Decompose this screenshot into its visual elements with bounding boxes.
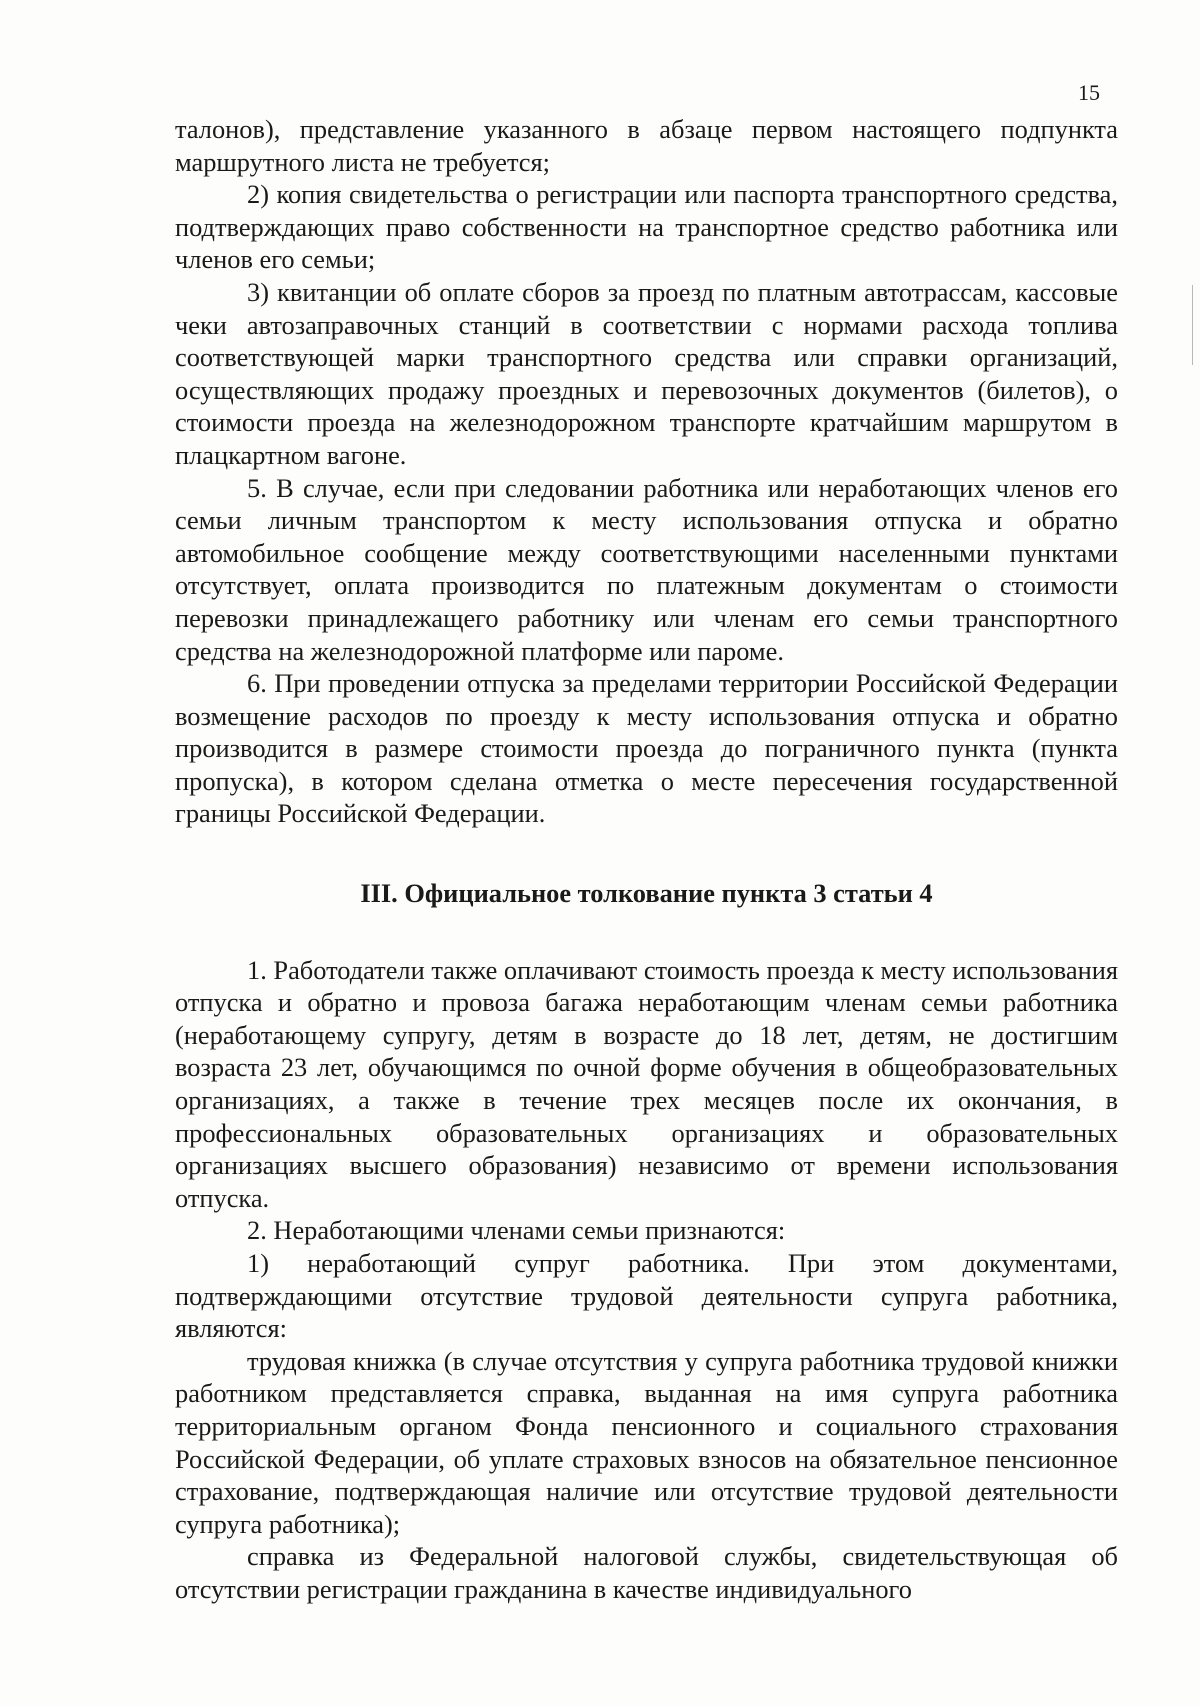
- paragraph-continuation: талонов), представление указанного в абзаце первом настоящего подпункта маршрутного листа не требуется;: [175, 114, 1118, 177]
- paragraph-item-3: 3) квитанции об оплате сборов за проезд по платным автотрассам, кассовые чеки автозаправочных станций в соответствии с нормами расхода топлива соответствующей марки транспортного средства или справки организаций, осуществляющих продажу проездных и перевозочных документов (билетов), о стоимости проезда на железнодорожном транспорте кратчайшим маршрутом в плацкартном вагоне.: [175, 276, 1118, 470]
- paragraph-point-5: 5. В случае, если при следовании работника или неработающих членов его семьи личным транспортом к месту использования отпуска и обратно автомобильное сообщение между соответствующими населенными пунктами отсутствует, оплата производится по платежным документам о стоимости перевозки принадлежащего работнику или членам его семьи транспортного средства на железнодорожной платформе или пароме.: [175, 472, 1118, 666]
- paragraph-item-2: 2) копия свидетельства о регистрации или паспорта транспортного средства, подтверждающих право собственности на транспортное средство работника или членов его семьи;: [175, 179, 1118, 275]
- section-subitem-1: 1) неработающий супруг работника. При этом документами, подтверждающими отсутствие трудовой деятельности супруга работника, являются:: [175, 1248, 1118, 1344]
- page-number: 15: [1078, 80, 1100, 105]
- section-paragraph-2: 2. Неработающими членами семьи признаются:: [247, 1215, 786, 1246]
- section-document-tax-certificate: справка из Федеральной налоговой службы, свидетельствующая об отсутствии регистрации гражданина в качестве индивидуального: [175, 1541, 1118, 1604]
- section-paragraph-1: 1. Работодатели также оплачивают стоимость проезда к месту использования отпуска и обратно и провоза багажа неработающим членам семьи работника (неработающему супругу, детям в возрасте до 18 лет, детям, не достигшим возраста 23 лет, обучающимся по очной форме обучения в общеобразовательных организациях, а также в течение трех месяцев после их окончания, в профессиональных образовательных организациях и образовательных организациях высшего образования) независимо от времени использования отпуска.: [175, 954, 1118, 1213]
- paragraph-point-6: 6. При проведении отпуска за пределами территории Российской Федерации возмещение расходов по проезду к месту использования отпуска и обратно производится в размере стоимости проезда до пограничного пункта (пункта пропуска), в котором сделана отметка о месте пересечения государственной границы Российской Федерации.: [175, 668, 1118, 829]
- section-document-labor-book: трудовая книжка (в случае отсутствия у супруга работника трудовой книжки работником представляется справка, выданная на имя супруга работника территориальным органом Фонда пенсионного и социального страхования Российской Федерации, об уплате страховых взносов на обязательное пенсионное страхование, подтверждающая наличие или отсутствие трудовой деятельности супруга работника);: [175, 1345, 1118, 1539]
- section-heading: III. Официальное толкование пункта 3 статьи 4: [360, 878, 933, 909]
- scan-edge-mark: [1192, 285, 1193, 365]
- document-body: [175, 113, 1118, 1606]
